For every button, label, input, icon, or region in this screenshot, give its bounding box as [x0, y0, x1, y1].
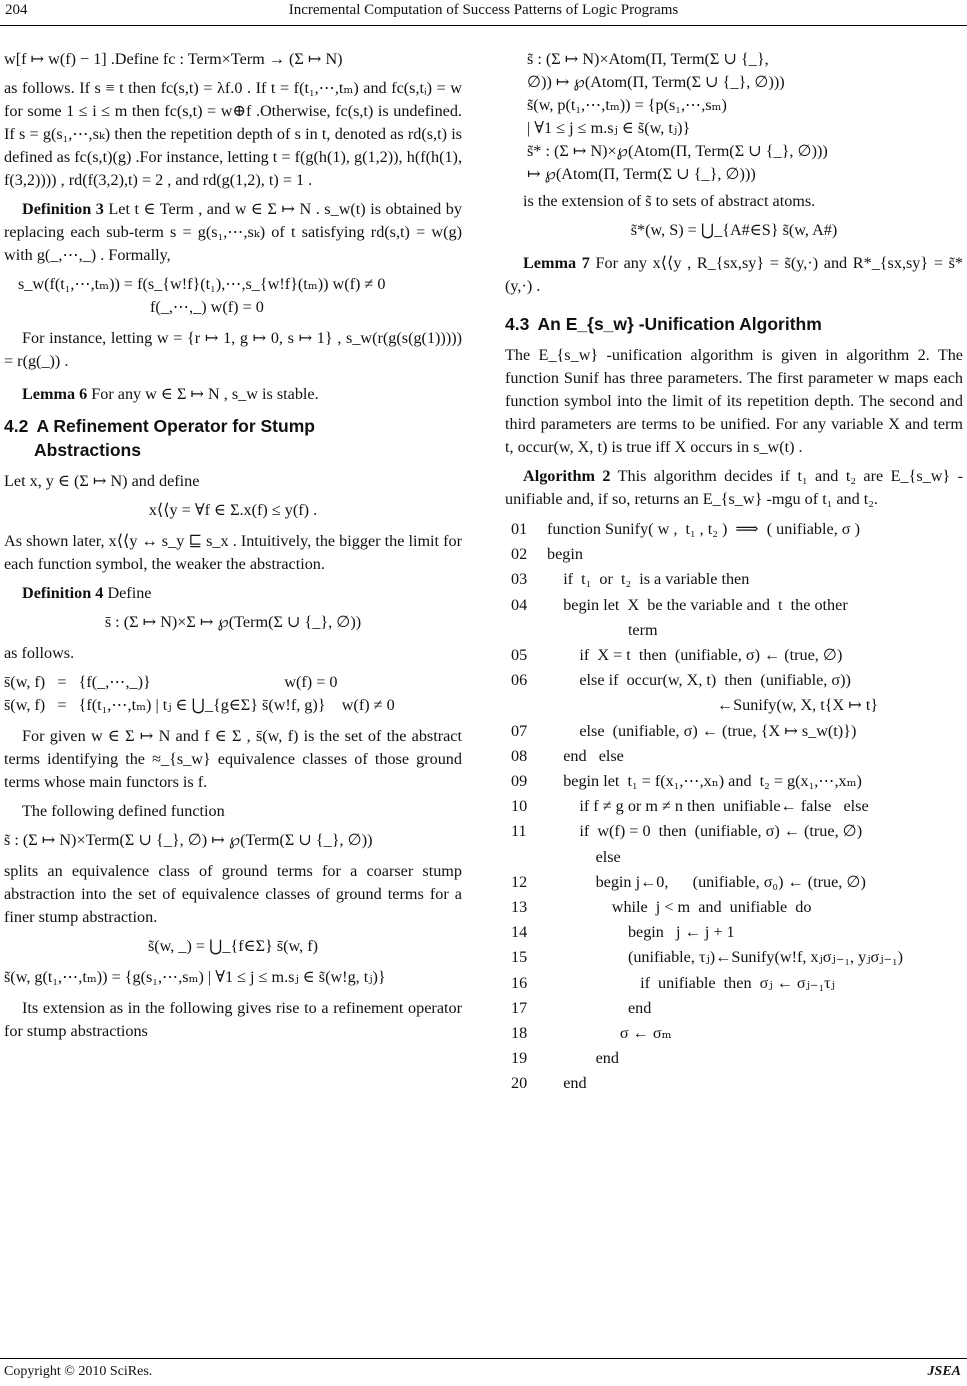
- paragraph-repetition-depth: as follows. If s ≡ t then fc(s,t) = λf.0 . If t = f(t₁,⋯,tₘ) and fc(s,tᵢ) = w for some 1 ≤ i ≤ m then fc(s,t) = w⊕f .Otherwise, fc(s,t) is undefined. If s = g(s₁,⋯,sₖ) then the repetition depth of s in t, denoted as rd(s,t) is defined as fc(s,t)(g) .For instance, letting t = f(g(h(1), g(1,2)), h(f(h(1), f(3,2)))) , rd(f(3,2),t) = 2 , and rd(g(1,2), t) = 1 .: [4, 79, 462, 189]
- algorithm-line-text: begin: [547, 545, 583, 564]
- paragraph-algorithm-intro: The E_{s_w} -unification algorithm is given in algorithm 2. The function Sunif has three parameters. The first parameter w maps each function symbol into the limit of its repetition depth. The second and third parameters are terms to be unified. For any variable X and term t, occur(w, X, t) is true iff X occurs in s_w(t) .: [505, 346, 963, 456]
- algorithm-line-number: [505, 693, 547, 718]
- definition-3: [4, 198, 462, 267]
- algorithm-line-number: 11: [511, 822, 527, 841]
- section-4-3-title: An E_{s_w} -Unification Algorithm: [537, 314, 822, 334]
- algorithm-line-text: if X = t then (unifiable, σ) ← (true, ∅): [547, 646, 843, 665]
- algorithm-line-text: (unifiable, τⱼ)←Sunify(w!f, xⱼσⱼ₋₁, yⱼσⱼ₋₁): [547, 948, 904, 967]
- paragraph-given: For given w ∈ Σ ↦ N and f ∈ Σ , s̄(w, f) is the set of the abstract terms identifying the ≈_{s_w} equivalence classes of those ground terms whose main functors is f.: [4, 727, 462, 791]
- text-as-follows: as follows.: [4, 644, 75, 662]
- algorithm-line-text: if t₁ or t₂ is a variable then: [547, 570, 750, 589]
- algorithm-2-label: Algorithm 2: [523, 467, 611, 485]
- journal-abbrev: JSEA: [927, 1364, 961, 1379]
- equation-stilde-star: s̃*(w, S) = ⋃_{A#∈S} s̃(w, A#): [630, 221, 838, 239]
- algorithm-line: [505, 971, 963, 996]
- definition-3-label: Definition 3: [22, 200, 104, 218]
- equation-stilde-1: s̃(w, _) = ⋃_{f∈Σ} s̄(w, f): [147, 937, 319, 955]
- algorithm-line-number: 03: [511, 570, 528, 589]
- algorithm-line-text: term: [547, 620, 658, 639]
- page-header: [0, 0, 967, 26]
- equation-stilde-atoms: [505, 48, 963, 186]
- algorithm-line: [505, 567, 963, 592]
- algorithm-line-number: 19: [511, 1049, 528, 1068]
- equation-order: x⟨⟨y = ∀f ∈ Σ.x(f) ≤ y(f) .: [148, 501, 318, 519]
- equation-stilde-2: s̃(w, g(t₁,⋯,tₘ)) = {g(s₁,⋯,sₘ) | ∀1 ≤ j ≤ m.sⱼ ∈ s̃(w!g, tⱼ)}: [4, 968, 386, 986]
- paragraph-extension-atoms: is the extension of s̃ to sets of abstract atoms.: [523, 192, 816, 210]
- definition-4: [4, 582, 462, 605]
- algorithm-line: [505, 719, 963, 744]
- definition-4-label: Definition 4: [22, 584, 104, 602]
- equation-sw-case-2: f(_,⋯,_) w(f) = 0: [150, 298, 264, 316]
- paragraph-as-shown: As shown later, x⟨⟨y ↔ s_y ⊑ s_x . Intuitively, the bigger the limit for each function symbol, the weaker the abstraction.: [4, 532, 462, 573]
- copyright-notice: Copyright © 2010 SciRes.: [4, 1364, 153, 1379]
- lemma-6-text: For any w ∈ Σ ↦ N , s_w is stable.: [87, 385, 319, 403]
- lemma-7-label: Lemma 7: [523, 254, 590, 272]
- algorithm-line-text: end: [547, 1074, 587, 1093]
- algorithm-line-number: 16: [511, 973, 528, 992]
- equation-sbar-case-1: s̄(w, f) = {f(_,⋯,_)} w(f) = 0: [4, 673, 338, 691]
- algorithm-line-number: 09: [511, 772, 528, 791]
- section-4-3-number: 4.3: [505, 314, 530, 334]
- definition-4-text: Define: [103, 584, 152, 602]
- algorithm-line-number: 04: [511, 595, 528, 614]
- algorithm-line: [505, 693, 963, 718]
- algorithm-line-text: else (unifiable, σ) ← (true, {X ↦ s_w(t)}): [547, 721, 857, 740]
- algorithm-line-number: [505, 618, 547, 643]
- running-title: Incremental Computation of Success Patterns of Logic Programs: [288, 2, 679, 18]
- algorithm-line-number: 14: [511, 923, 528, 942]
- algorithm-line: [505, 819, 963, 844]
- algorithm-line: [505, 542, 963, 567]
- algorithm-line-number: 18: [511, 1024, 528, 1043]
- lemma-6: [4, 383, 462, 406]
- header-rule: [0, 25, 967, 26]
- paragraph-following: The following defined function: [22, 802, 225, 820]
- algorithm-line-text: end: [547, 998, 652, 1017]
- section-4-2-title-a: A Refinement Operator for Stump: [36, 416, 315, 436]
- algorithm-line: [505, 517, 963, 542]
- algorithm-line: [505, 1071, 963, 1096]
- page-number: 204: [5, 2, 28, 18]
- algorithm-line-text: end: [547, 1049, 619, 1068]
- equation-line-5: s̃* : (Σ ↦ N)×℘(Atom(Π, Term(Σ ∪ {_}, ∅))): [527, 142, 828, 160]
- algorithm-line-number: 01: [511, 520, 528, 538]
- algorithm-line: [505, 618, 963, 643]
- paragraph-let-xy: Let x, y ∈ (Σ ↦ N) and define: [4, 472, 200, 490]
- text-line-define-fc: w[f ↦ w(f) − 1] .Define fc : Term×Term → (Σ ↦ N): [4, 50, 343, 68]
- section-4-3-heading: [505, 312, 963, 336]
- equation-sbar-case-2: s̄(w, f) = {f(t₁,⋯,tₘ) | tⱼ ∈ ⋃_{g∈Σ} s̄(w!f, g)} w(f) ≠ 0: [4, 696, 395, 714]
- algorithm-line-text: function Sunify( w , t₁ , t₂ ) ⟹ ( unifiable, σ ): [547, 520, 860, 538]
- algorithm-line-number: 02: [511, 545, 528, 564]
- algorithm-line-text: begin j←0, (unifiable, σ₀) ← (true, ∅): [547, 872, 866, 891]
- equation-sbar-type: s̄ : (Σ ↦ N)×Σ ↦ ℘(Term(Σ ∪ {_}, ∅)): [104, 613, 362, 631]
- algorithm-line-text: if w(f) = 0 then (unifiable, σ) ← (true, ∅): [547, 822, 863, 841]
- algorithm-2-caption: [505, 465, 963, 511]
- algorithm-line: [505, 1046, 963, 1071]
- algorithm-line-number: 12: [511, 872, 528, 891]
- lemma-6-label: Lemma 6: [22, 385, 88, 403]
- algorithm-line: [505, 996, 963, 1021]
- algorithm-line-text: if unifiable then σⱼ ← σⱼ₋₁τⱼ: [547, 973, 835, 992]
- algorithm-line-number: 07: [511, 721, 528, 740]
- algorithm-line: [505, 794, 963, 819]
- algorithm-listing: [505, 517, 963, 1097]
- algorithm-line-text: end else: [547, 746, 624, 765]
- algorithm-line-number: 05: [511, 646, 528, 665]
- algorithm-line-number: 15: [511, 948, 528, 967]
- algorithm-line: [505, 870, 963, 895]
- algorithm-line-number: 20: [511, 1074, 528, 1093]
- algorithm-line-number: 08: [511, 746, 528, 765]
- section-4-2-number: 4.2: [4, 416, 29, 436]
- algorithm-line: [505, 593, 963, 618]
- right-column: [505, 48, 963, 1097]
- paragraph-instance: For instance, letting w = {r ↦ 1, g ↦ 0, s ↦ 1} , s_w(r(g(s(g(1))))) = r(g(_)) .: [4, 329, 462, 370]
- page-footer: [0, 1358, 967, 1386]
- paragraph-extension: Its extension as in the following gives rise to a refinement operator for stump abstractions: [4, 999, 462, 1040]
- equation-line-3: s̃(w, p(t₁,⋯,tₘ)) = {p(s₁,⋯,sₘ): [527, 96, 727, 114]
- algorithm-line-text: begin j ← j + 1: [547, 923, 735, 942]
- equation-line-6: ↦ ℘(Atom(Π, Term(Σ ∪ {_}, ∅))): [527, 165, 756, 183]
- equation-sw-case-1: s_w(f(t₁,⋯,tₘ)) = f(s_{w!f}(t₁),⋯,s_{w!f}(tₘ)) w(f) ≠ 0: [18, 275, 386, 293]
- algorithm-line: [505, 895, 963, 920]
- algorithm-line-text: begin let t₁ = f(x₁,⋯,xₙ) and t₂ = g(x₁,⋯,xₘ): [547, 772, 862, 791]
- algorithm-line: [505, 769, 963, 794]
- algorithm-line: [505, 643, 963, 668]
- definition-3-text: Let t ∈ Term , and w ∈ Σ ↦ N . s_w(t) is obtained by replacing each sub-term s = g(s₁,⋯,sₖ) of t satisfying rd(s,t) = w(g) with g(_,⋯,_) . Formally,: [4, 200, 462, 264]
- algorithm-line: [505, 1021, 963, 1046]
- section-4-2-heading: [4, 414, 462, 462]
- equation-line-2: ∅)) ↦ ℘(Atom(Π, Term(Σ ∪ {_}, ∅))): [527, 73, 785, 91]
- algorithm-line-text: while j < m and unifiable do: [547, 898, 812, 917]
- equation-stilde-type: s̃ : (Σ ↦ N)×Term(Σ ∪ {_}, ∅) ↦ ℘(Term(Σ ∪ {_}, ∅)): [4, 831, 373, 849]
- algorithm-line-number: [505, 845, 547, 870]
- equation-sw-cases: [4, 273, 462, 319]
- algorithm-line-text: else: [547, 847, 621, 866]
- algorithm-line: [505, 668, 963, 693]
- algorithm-line-number: 13: [511, 898, 528, 917]
- equation-sbar-cases: [4, 671, 462, 717]
- algorithm-line: [505, 845, 963, 870]
- footer-rule: [0, 1358, 967, 1359]
- equation-line-4: | ∀1 ≤ j ≤ m.sⱼ ∈ s̃(w, tⱼ)}: [527, 119, 691, 137]
- algorithm-line-number: 10: [511, 797, 528, 816]
- equation-line-1: s̃ : (Σ ↦ N)×Atom(Π, Term(Σ ∪ {_},: [527, 50, 769, 68]
- algorithm-line-text: ←Sunify(w, X, t{X ↦ t}: [547, 696, 879, 715]
- lemma-7-text: For any x⟨⟨y , R_{sx,sy} = s̃(y,·) and R*_{sx,sy} = s̃*(y,·) .: [505, 254, 964, 295]
- algorithm-line-text: if f ≠ g or m ≠ n then unifiable← false else: [547, 797, 869, 816]
- algorithm-line-text: σ ← σₘ: [547, 1024, 672, 1043]
- algorithm-line-number: 06: [511, 671, 528, 690]
- paragraph-splits: splits an equivalence class of ground terms for a coarser stump abstraction into the set of equivalence classes of ground terms for a finer stump abstraction.: [4, 862, 462, 926]
- algorithm-line-text: begin let X be the variable and t the other: [547, 595, 848, 614]
- algorithm-line: [505, 945, 963, 970]
- left-column: [4, 48, 462, 1049]
- algorithm-line: [505, 744, 963, 769]
- algorithm-line-text: else if occur(w, X, t) then (unifiable, σ)): [547, 671, 851, 690]
- section-4-2-title-b: Abstractions: [34, 440, 141, 460]
- algorithm-line: [505, 920, 963, 945]
- algorithm-2-text: This algorithm decides if t₁ and t₂ are E_{s_w} -unifiable and, if so, returns an E_{s_w} -mgu of t₁ and t₂.: [505, 467, 964, 508]
- algorithm-line-number: 17: [511, 998, 528, 1017]
- lemma-7: [505, 252, 963, 298]
